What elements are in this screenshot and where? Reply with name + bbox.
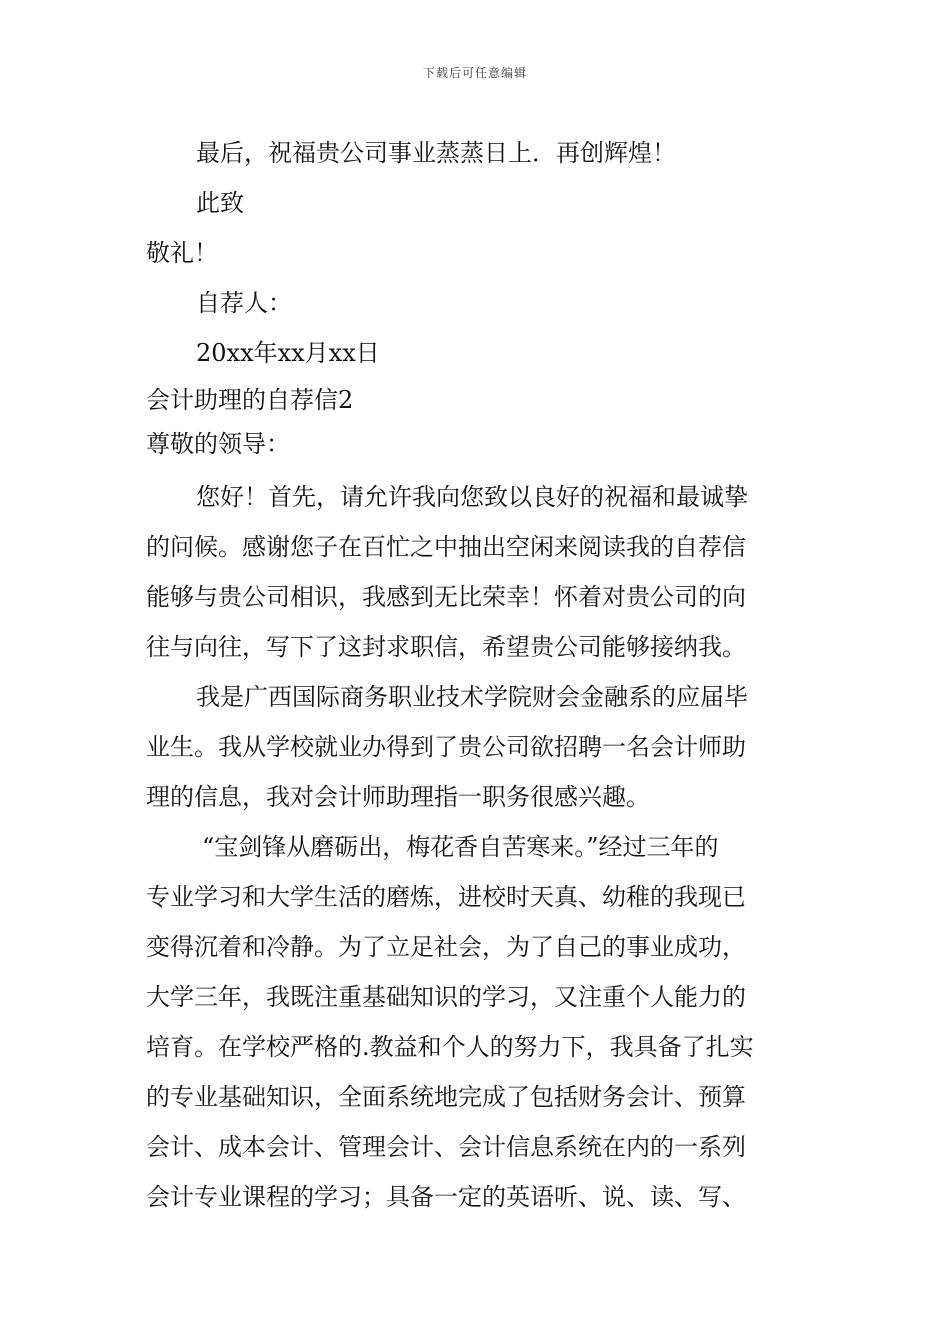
paragraph-line: 会计专业课程的学习；具备一定的英语听、说、读、写、 <box>146 1183 746 1211</box>
document-body <box>146 128 806 1222</box>
paragraph-line: 专业学习和大学生活的磨炼，进校时天真、幼稚的我现已 <box>146 883 746 911</box>
letter-greeting: 尊敬的领导： <box>146 430 290 458</box>
paragraph-line: 的问候。感谢您子在百忙之中抽出空闲来阅读我的自荐信 <box>146 533 746 561</box>
salutation-line-1: 此致 <box>196 189 244 217</box>
paragraph-line: 的专业基础知识，全面系统地完成了包括财务会计、预算 <box>146 1083 746 1111</box>
paragraph-3 <box>146 822 806 1222</box>
paragraph-line: 培育。在学校严格的.教益和个人的努力下，我具备了扎实 <box>146 1033 754 1061</box>
paragraph-line: 业生。我从学校就业办得到了贵公司欲招聘一名会计师助 <box>146 733 746 761</box>
letter-title: 会计助理的自荐信2 <box>146 386 354 414</box>
page-header: 下载后可任意编辑 <box>422 66 527 80</box>
signer-label: 自荐人： <box>196 289 292 317</box>
salutation-line-2: 敬礼！ <box>146 239 218 267</box>
paragraph-line: “宝剑锋从磨砺出，梅花香自苦寒来。”经过三年的 <box>202 833 719 861</box>
letter-date: 20xx年xx月xx日 <box>196 339 380 367</box>
paragraph-line: 能够与贵公司相识，我感到无比荣幸！怀着对贵公司的向 <box>146 583 746 611</box>
paragraph-line: 您好！首先，请允许我向您致以良好的祝福和最诚挚 <box>196 483 748 511</box>
closing-wishes: 最后，祝福贵公司事业蒸蒸日上．再创辉煌！ <box>196 139 676 167</box>
paragraph-1 <box>146 472 806 672</box>
paragraph-line: 理的信息，我对会计师助理指一职务很感兴趣。 <box>146 783 650 811</box>
paragraph-line: 我是广西国际商务职业技术学院财会金融系的应届毕 <box>196 683 748 711</box>
paragraph-line: 会计、成本会计、管理会计、会计信息系统在内的一系列 <box>146 1133 746 1161</box>
paragraph-line: 变得沉着和冷静。为了立足社会，为了自己的事业成功， <box>146 933 746 961</box>
paragraph-line: 大学三年，我既注重基础知识的学习，又注重个人能力的 <box>146 983 746 1011</box>
paragraph-2 <box>146 672 806 822</box>
paragraph-line: 往与向往，写下了这封求职信，希望贵公司能够接纳我。 <box>146 633 746 661</box>
